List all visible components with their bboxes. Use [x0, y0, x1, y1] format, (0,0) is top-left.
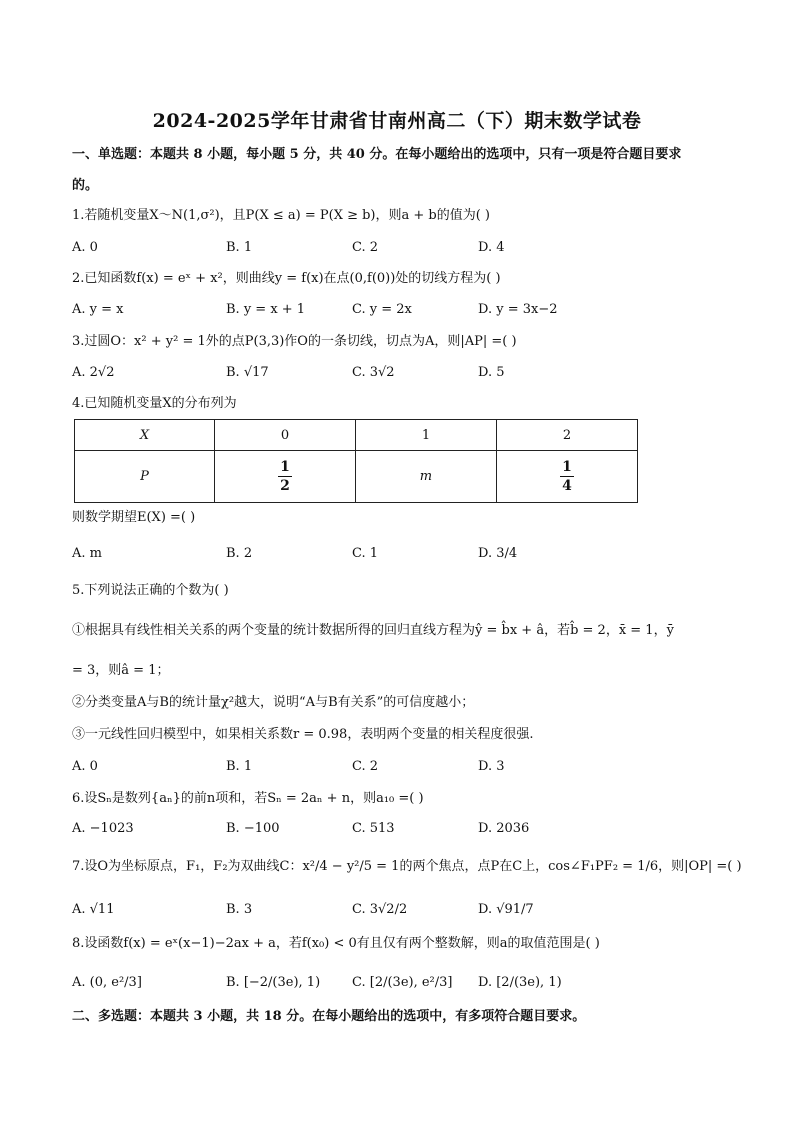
option-c[interactable]: C. 3√2/2	[352, 902, 408, 917]
option-d[interactable]: D. √91/7	[478, 902, 534, 917]
option-b[interactable]: B. −100	[226, 821, 280, 836]
table-cell: 1	[355, 420, 496, 451]
option-b[interactable]: B. 2	[226, 546, 253, 561]
question-2-stem: 2.已知函数f(x) = eˣ + x²，则曲线y = f(x)在点(0,f(0))处的切线方程为( )	[72, 271, 501, 286]
question-7-stem: 7.设O为坐标原点，F₁，F₂为双曲线C：x²/4 − y²/5 = 1的两个焦点，点P在C上，cos∠F₁PF₂ = 1/6，则|OP| =( )	[72, 859, 742, 874]
fraction-quarter: $\frac{1}{4}$	[562, 459, 572, 494]
option-d[interactable]: D. 4	[478, 240, 505, 255]
option-b[interactable]: B. √17	[226, 365, 269, 380]
option-c[interactable]: C. 2	[352, 240, 379, 255]
question-4-options	[72, 545, 732, 563]
question-8-stem: 8.设函数f(x) = eˣ(x−1)−2ax + a，若f(x₀) < 0有且仅有两个整数解，则a的取值范围是( )	[72, 936, 600, 951]
statement-2: ②分类变量A与B的统计量χ²越大，说明“A与B有关系”的可信度越小；	[72, 695, 475, 710]
option-d[interactable]: D. 3	[478, 759, 505, 774]
table-cell	[214, 451, 355, 503]
exam-title: 2024-2025学年甘肃省甘南州高二（下）期末数学试卷	[152, 110, 642, 132]
table-cell: m	[355, 451, 496, 503]
question-3-stem: 3.过圆O：x² + y² = 1外的点P(3,3)作O的一条切线，切点为A，则|AP| =( )	[72, 334, 517, 349]
question-1-options	[72, 239, 732, 257]
table-cell	[496, 451, 637, 503]
option-c[interactable]: C. 1	[352, 546, 379, 561]
option-b[interactable]: B. 1	[226, 240, 253, 255]
section1-heading: 一、单选题：本题共 8 小题，每小题 5 分，共 40 分。在每小题给出的选项中，只有一项是符合题目要求	[72, 147, 682, 162]
option-c[interactable]: C. 3√2	[352, 365, 395, 380]
option-a[interactable]: A. 0	[72, 759, 98, 774]
table-cell: X	[75, 420, 215, 451]
option-c[interactable]: C. [2/(3e), e²/3]	[352, 975, 453, 990]
statement-1: ①根据具有线性相关关系的两个变量的统计数据所得的回归直线方程为ŷ = b̂x + â，若b̂ = 2，x̄ = 1，ȳ	[72, 623, 674, 638]
option-d[interactable]: D. y = 3x−2	[478, 302, 558, 317]
section1-heading-cont: 的。	[72, 178, 99, 193]
table-cell: P	[75, 451, 215, 503]
option-d[interactable]: D. 2036	[478, 821, 530, 836]
table-cell: 0	[214, 420, 355, 451]
question-1-stem: 1.若随机变量X～N(1,σ²)，且P(X ≤ a) = P(X ≥ b)，则a + b的值为( )	[72, 208, 491, 223]
distribution-table	[74, 419, 638, 503]
option-c[interactable]: C. 513	[352, 821, 395, 836]
section2-heading: 二、多选题：本题共 3 小题，共 18 分。在每小题给出的选项中，有多项符合题目要求。	[72, 1009, 586, 1024]
option-a[interactable]: A. √11	[72, 902, 115, 917]
option-d[interactable]: D. 3/4	[478, 546, 518, 561]
option-b[interactable]: B. y = x + 1	[226, 302, 306, 317]
option-a[interactable]: A. 2√2	[72, 365, 115, 380]
option-b[interactable]: B. 3	[226, 902, 253, 917]
statement-1-cont: = 3，则â = 1；	[72, 663, 170, 678]
option-a[interactable]: A. −1023	[72, 821, 134, 836]
option-a[interactable]: A. m	[72, 546, 102, 561]
table-row	[75, 420, 638, 451]
option-d[interactable]: D. [2/(3e), 1)	[478, 975, 562, 990]
option-b[interactable]: B. [−2/(3e), 1)	[226, 975, 321, 990]
question-8-options	[72, 974, 732, 992]
statement-3: ③一元线性回归模型中，如果相关系数r = 0.98，表明两个变量的相关程度很强.	[72, 727, 534, 742]
option-d[interactable]: D. 5	[478, 365, 505, 380]
question-4-followup: 则数学期望E(X) =( )	[72, 510, 196, 525]
option-c[interactable]: C. 2	[352, 759, 379, 774]
fraction-half: $\frac{1}{2}$	[280, 459, 290, 494]
option-a[interactable]: A. (0, e²/3]	[72, 975, 142, 990]
question-4-stem: 4.已知随机变量X的分布列为	[72, 396, 237, 411]
option-c[interactable]: C. y = 2x	[352, 302, 412, 317]
question-3-options	[72, 364, 732, 382]
option-b[interactable]: B. 1	[226, 759, 253, 774]
table-cell: 2	[496, 420, 637, 451]
option-a[interactable]: A. y = x	[72, 302, 124, 317]
question-5-options	[72, 758, 732, 776]
question-5-stem: 5.下列说法正确的个数为( )	[72, 583, 229, 598]
table-row	[75, 451, 638, 503]
question-6-stem: 6.设Sₙ是数列{aₙ}的前n项和，若Sₙ = 2aₙ + n，则a₁₀ =( )	[72, 791, 424, 806]
question-2-options	[72, 301, 732, 319]
question-6-options	[72, 820, 732, 838]
question-7-options	[72, 901, 732, 919]
option-a[interactable]: A. 0	[72, 240, 98, 255]
